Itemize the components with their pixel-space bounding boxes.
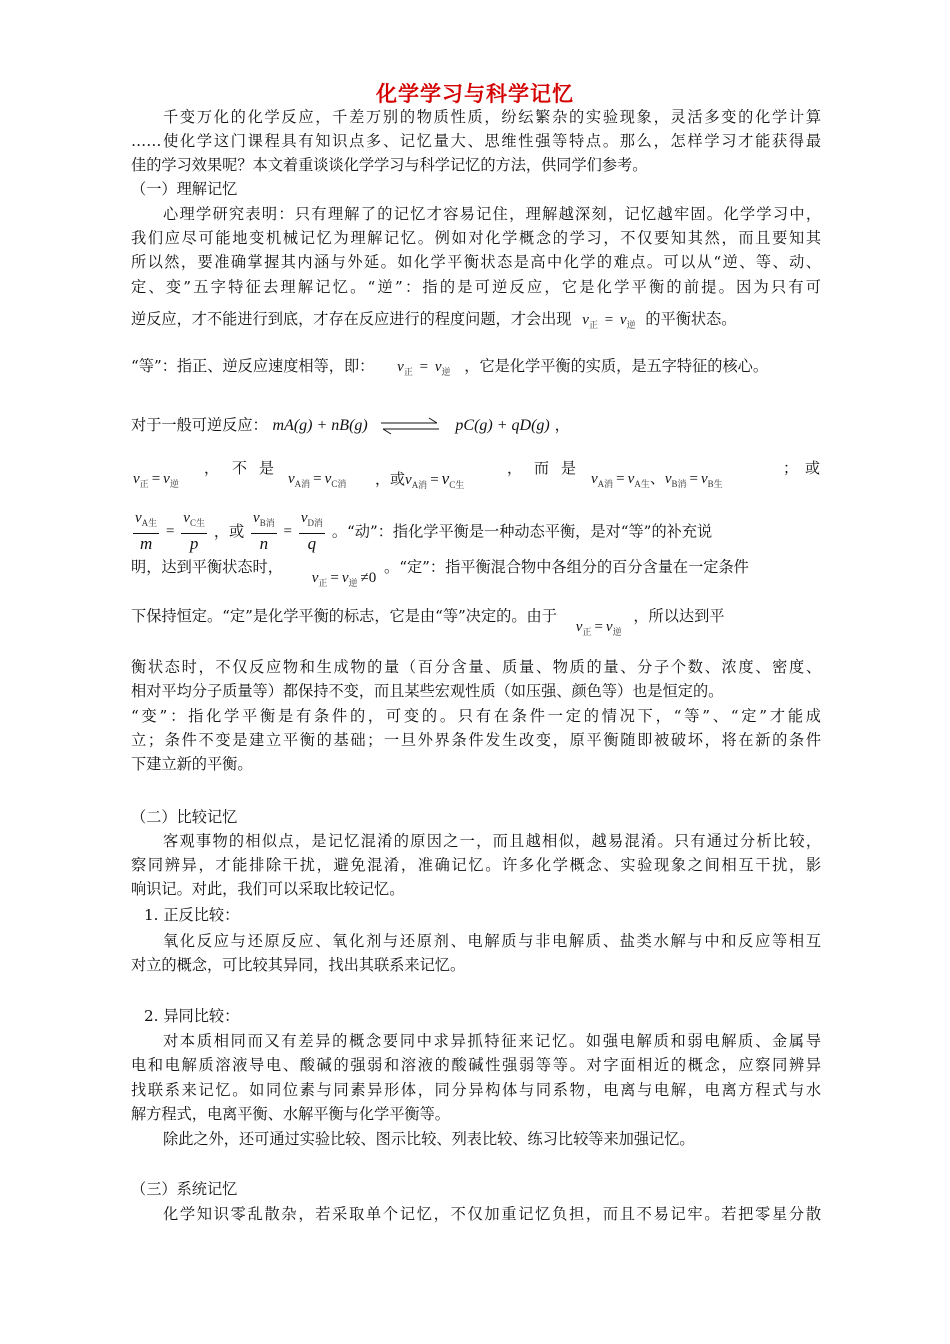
s2-item-2-line-2: 电和电解质溶液导电、酸碱的强弱和溶液的酸碱性强弱等等。对字面相近的概念，应察同辨异 <box>131 1056 821 1074</box>
section-heading-2: （二）比较记忆 <box>131 808 238 826</box>
s2-item-1-heading: 1. 正反比较： <box>144 906 240 924</box>
section-heading-3: （三）系统记忆 <box>131 1180 238 1198</box>
text-not: 不 <box>232 461 248 477</box>
cond-va-vc: $v_{A消} = v_{C消}$ <box>288 471 347 489</box>
s1-line-9-text: 。“动”：指化学平衡是一种动态平衡，是对“等”的补充说 <box>331 522 713 541</box>
formula-v-equal: $v_正 = v_逆$ <box>397 359 451 377</box>
reaction-left: mA(g) + nB(g) <box>272 417 368 434</box>
s1-tail-line-1: 衡状态时，不仅反应物和生成物的量（百分含量、质量、物质的量、分子个数、浓度、密度、 <box>131 658 821 676</box>
fraction-vc-p: $\frac{v_{C生}}{p}$ <box>183 510 205 553</box>
s2-line-1: 客观事物的相似点，是记忆混淆的原因之一，而且越相似，越易混淆。只有通过分析比较， <box>163 832 821 850</box>
s1-tail-line-4: 立；条件不变是建立平衡的基础；一旦外界条件发生改变，原平衡随即被破坏，将在新的条件 <box>131 731 821 749</box>
text-or: 或 <box>805 461 821 477</box>
fraction-vb-n: $\frac{v_{B消}}{n}$ <box>253 510 275 553</box>
intro-line-2: ……使化学这门课程具有知识点多、记忆量大、思维性强等特点。那么，怎样学习才能获得最 <box>131 132 821 150</box>
s1-line-4: 定、变”五字特征去理解记忆。“逆”：指的是可逆反应，它是化学平衡的前提。因为只有可 <box>131 278 821 296</box>
s2-item-2-line-3: 找联系来记忆。如同位素与同素异形体，同分异构体与同系物，电离与电解，电离方程式与水 <box>131 1081 821 1099</box>
s2-item-2-heading: 2. 异同比较： <box>144 1007 240 1025</box>
cond-v-equal: $v_正 = v_逆$ <box>133 471 179 489</box>
s2-item-1-line-1: 氧化反应与还原反应、氧化剂与还原剂、电解质与非电解质、盐类水解与中和反应等相互 <box>163 932 821 950</box>
fraction-vd-q: $\frac{v_{D消}}{q}$ <box>300 510 323 553</box>
equals-sign: = <box>283 523 292 540</box>
formula-v-equal: $v_正 = v_逆$ <box>575 619 622 637</box>
s1-line-2: 我们应尽可能地变机械记忆为理解记忆。例如对化学概念的学习，不仅要知其然，而且要知其 <box>131 229 821 247</box>
s1-line-11 <box>131 605 821 637</box>
text-or: ，或 <box>213 522 245 541</box>
reversible-arrow-icon <box>379 417 441 435</box>
s1-line-10 <box>131 556 821 588</box>
section-heading-1: （一）理解记忆 <box>131 180 238 198</box>
document-title: 化学学习与科学记忆 <box>376 81 574 106</box>
s1-line-6-text-a: “等”：指正、逆反应速度相等，即： <box>131 357 375 375</box>
intro-line-3: 佳的学习效果呢？本文着重谈谈化学学习与科学记忆的方法，供同学们参考。 <box>131 156 648 174</box>
text-semicolon: ； <box>783 461 799 477</box>
s1-line-6 <box>131 355 821 383</box>
s1-line-7-comma: ， <box>554 416 570 434</box>
intro-line-1: 千变万化的化学反应，千差万别的物质性质，纷纭繁杂的实验现象，灵活多变的化学计算 <box>163 108 821 126</box>
cond-va-va: $v_{A消} = v_{A生}$、$v_{B消} = v_{B生}$ <box>591 471 723 489</box>
s1-tail-line-3: “变”：指化学平衡是有条件的，可变的。只有在条件一定的情况下，“等”、“定”才能成 <box>131 707 821 725</box>
text-is: 是 <box>259 461 275 477</box>
formula-v-equal-neq-zero: $v_正 = v_逆 \ne 0$ <box>311 570 377 588</box>
s1-line-5-text-b: 的平衡状态。 <box>645 310 737 328</box>
s1-line-5 <box>131 308 821 336</box>
s2-item-2-line-1: 对本质相同而又有差异的概念要同中求异抓特征来记忆。如强电解质和弱电解质、金属导 <box>163 1032 821 1050</box>
s2-closing: 除此之外，还可通过实验比较、图示比较、列表比较、练习比较等来加强记忆。 <box>163 1130 695 1148</box>
s2-line-3: 响识记。对此，我们可以采取比较记忆。 <box>131 880 405 898</box>
s1-line-11-text-b: ，所以达到平 <box>633 607 725 625</box>
s1-line-1: 心理学研究表明：只有理解了的记忆才容易记住，理解越深刻，记忆越牢固。化学学习中， <box>163 205 821 223</box>
s1-line-3: 所以然，要准确掌握其内涵与外延。如化学平衡状态是高中化学的难点。可以从“逆、等、动、 <box>131 253 821 271</box>
s1-tail-line-5: 下建立新的平衡。 <box>131 755 253 773</box>
s1-tail-line-2: 相对平均分子质量等）都保持不变，而且某些宏观性质（如压强、颜色等）也是恒定的。 <box>131 682 724 700</box>
s3-line-1: 化学知识零乱散杂，若采取单个记忆，不仅加重记忆负担，而且不易记牢。若把零星分散 <box>163 1205 821 1223</box>
s2-item-1-line-2: 对立的概念，可比较其异同，找出其联系来记忆。 <box>131 956 466 974</box>
reaction-right: pC(g) + qD(g) <box>455 417 550 434</box>
text-comma: ， <box>507 461 523 477</box>
s1-line-7-text: 对于一般可逆反应： <box>131 416 268 434</box>
formula-v-equal: $v_正 = v_逆$ <box>582 312 636 330</box>
s1-line-11-text-a: 下保持恒定。“定”是化学平衡的标志，它是由“等”决定的。由于 <box>131 607 557 625</box>
fraction-va-m: $\frac{v_{A生}}{m}$ <box>135 510 158 553</box>
s1-line-10-text-a: 明，达到平衡状态时， <box>131 558 283 576</box>
text-comma: ， <box>204 461 220 477</box>
s1-line-5-text-a: 逆反应，才不能进行到底，才存在反应进行的程度问题，才会出现 <box>131 310 572 328</box>
cond-or-va-vc: ，或$v_{A消} = v_{C生}$ <box>375 469 465 490</box>
s1-line-6-text-b: ，它是化学平衡的实质，是五字特征的核心。 <box>464 357 769 375</box>
s2-item-2-line-4: 解方程式，电离平衡、水解平衡与化学平衡等。 <box>131 1105 450 1123</box>
equals-sign: = <box>166 523 175 540</box>
s1-line-10-text-b: 。“定”：指平衡混合物中各组分的百分含量在一定条件 <box>384 558 749 576</box>
text-is: 是 <box>561 461 577 477</box>
text-but: 而 <box>534 461 550 477</box>
s1-line-9 <box>131 509 821 553</box>
s1-line-7 <box>131 414 821 437</box>
s2-line-2: 察同辨异，才能排除干扰，避免混淆，准确记忆。许多化学概念、实验现象之间相互干扰，影 <box>131 856 821 874</box>
